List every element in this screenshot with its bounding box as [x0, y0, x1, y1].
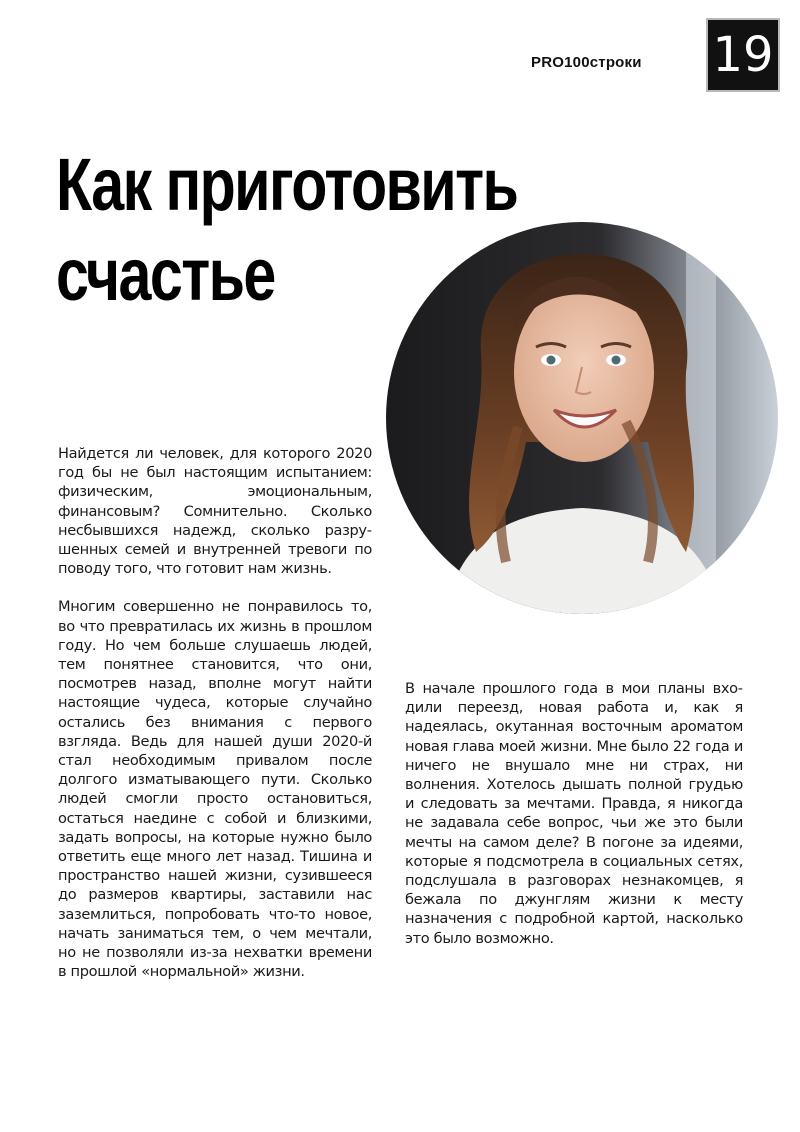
article-paragraph: В начале прошлого года в мои планы входили переезд, новая работа и, как я надеялась, окутанная восточным ароматом новая глава моей жизни. Мне было 22 года и ничего не внушало мне ни страх, ни волнения. Хотелось дышать полной грудью и следовать за мечтами. Правда, я никогда не задавала себе вопрос, чьи же это были мечты на самом деле? В погоне за идеями, которые я подсмотрела в социальных сетях, подслушала в разговорах незнакомцев, я бежала по джунглям жизни к месту назначения с подробной картой, насколько это было возможно.: [405, 680, 743, 947]
article-title-line-2: счастье: [56, 233, 275, 316]
page-number-badge: 19: [706, 18, 780, 92]
article-paragraph: Найдется ли человек, для которого 2020 год бы не был настоящим испытанием: физическим, эмоциональным, финансовым? Сомнительно. Сколько несбывшихся надежд, сколько разрушенных семей и внутренней тревоги по поводу того, что готовит нам жизнь.: [58, 445, 372, 578]
article-column-left: [58, 444, 372, 1000]
author-portrait-photo: [386, 222, 778, 614]
article-column-right: [405, 679, 743, 967]
portrait-illustration: [386, 222, 778, 614]
article-title-line-1: Как приготовить: [56, 143, 518, 226]
magazine-brand: PRO100строки: [531, 54, 642, 71]
article-paragraph: Многим совершенно не понравилось то, во что превратилась их жизнь в прошлом году. Но чем больше слушаешь людей, тем понятнее становится, что они, посмотрев назад, вполне могут найти настоящие чудеса, которые случайно остались без внимания с первого взгляда. Ведь для нашей души 2020-й стал необходимым привалом после долгого изматывающего пути. Сколько людей смогли просто остановиться, остаться наедине с собой и близкими, задать вопросы, на которые нужно было ответить еще много лет назад. Тишина и пространство нашей жизни, сузившееся до размеров квартиры, заставили нас заземлиться, попробовать что-то новое, начать заниматься тем, о чем мечтали, но не позволяли из-за нехватки времени в прошлой «нормальной» жизни.: [58, 598, 372, 981]
